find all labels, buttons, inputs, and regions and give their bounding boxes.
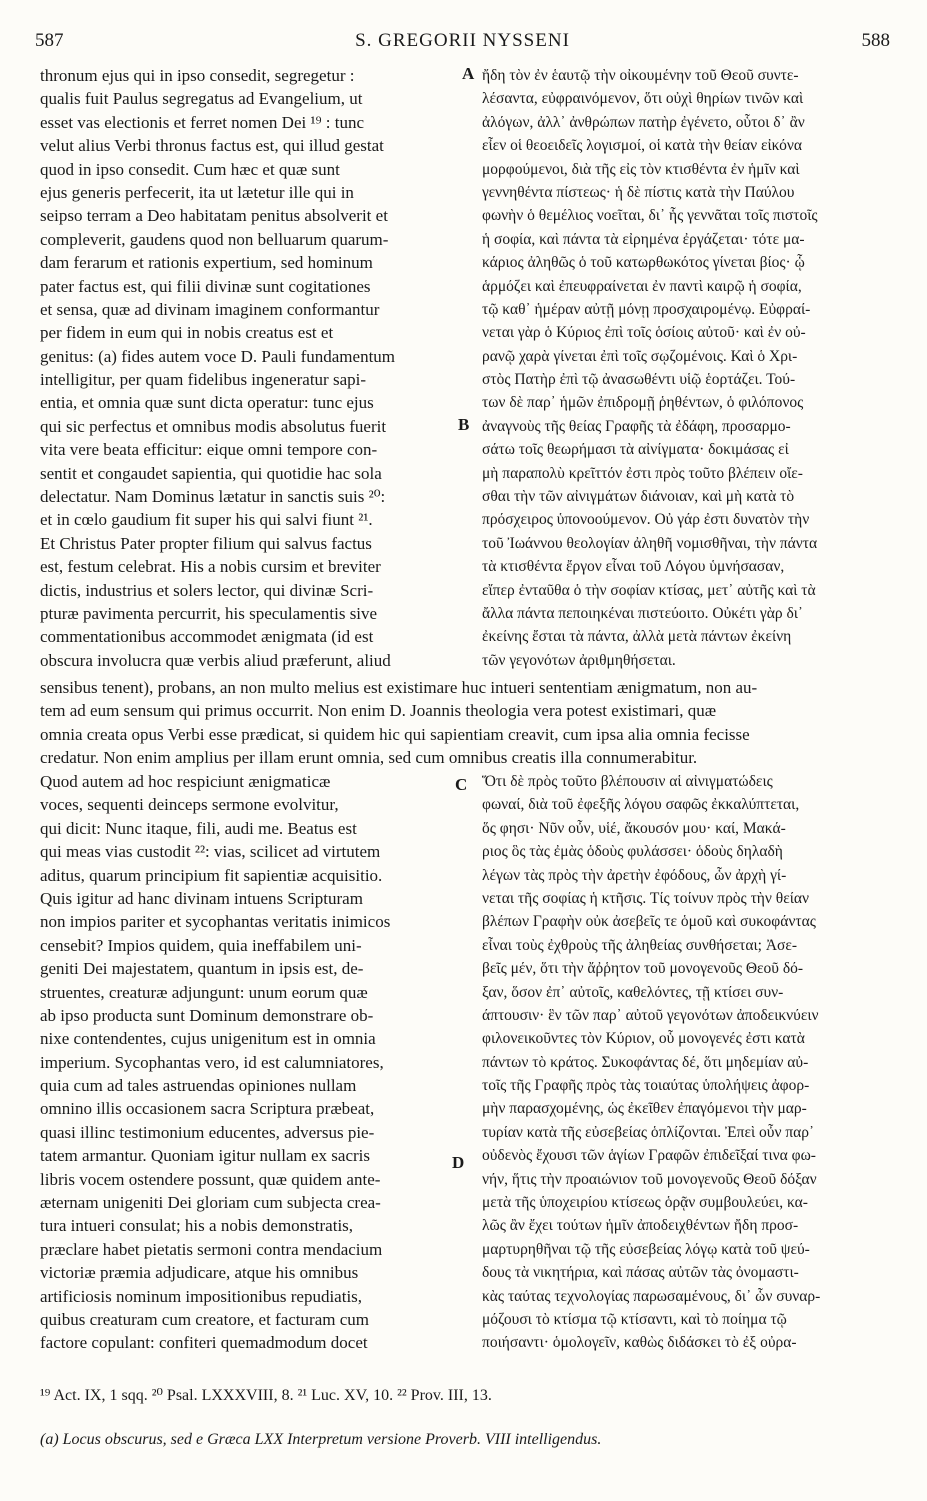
latin-text-line: vita vere beata efficitur: eique omni tempore con- <box>40 440 378 460</box>
latin-text-line: esset vas electionis et ferret nomen Dei ¹⁹ : tunc <box>40 112 364 132</box>
greek-text-line: μὴ παραπολὺ κρεῖττόν ἐστι πρὸς τοῦτο βλέπειν οἴε- <box>482 464 803 482</box>
greek-text-line: ὅς φησι· Νῦν οὖν, υἱέ, ἄκουσόν μου· καί, Μακά- <box>482 819 786 837</box>
greek-text-line: τὰ κτισθέντα ἔργον εἶναι τοῦ Λόγου ὑμνήσασαν, <box>482 558 785 576</box>
greek-text-line: ριος ὃς τὰς ἐμὰς ὁδοὺς φυλάσσει· ὁδοὺς δηλαδὴ <box>482 843 783 861</box>
greek-text-line: ρανῷ χαρὰ γίνεται ἐπὶ τοῖς σῳζομένοις. Καὶ ὁ Χρι- <box>482 347 798 365</box>
latin-text-line: omnino illis occasionem sacra Scriptura præbeat, <box>40 1099 375 1119</box>
greek-text-line: κάριος ἀληθῶς ὁ τοῦ κατωρθωκότος γίνεται βίος· ᾧ <box>482 254 805 272</box>
greek-text-line: σθαι τὴν τῶν αἰνιγμάτων διάνοιαν, καὶ μὴ κατὰ τὸ <box>482 488 795 506</box>
latin-text-line: Quod autem ad hoc respiciunt ænigmaticæ <box>40 772 331 791</box>
greek-text-line: ἀλόγων, ἀλλ᾽ ἀνθρώπων πατὴρ ἐγένετο, οὗτοι δ᾽ ἂν <box>482 113 805 131</box>
latin-text-line: Quis igitur ad hanc divinam intuens Scripturam <box>40 888 363 908</box>
greek-text-line: των δὲ παρ᾽ ἡμῶν ἐπιδρομῇ ῥηθέντων, ὁ φιλόπονος <box>482 394 804 412</box>
latin-text-line: est, festum celebrat. His a nobis cursim et breviter <box>40 557 381 577</box>
section-marker-c: C <box>455 775 468 794</box>
latin-text-line: nixe contendentes, cujus unigenitum est in omnia <box>40 1029 376 1049</box>
latin-text-line: et in cœlo gaudium fit super his qui salvi fiunt ²¹. <box>40 510 373 530</box>
greek-text-line: μόζουσι τὸ κτίσμα τῷ κτίσαντι, καὶ τὸ ποίημα τῷ <box>482 1310 787 1328</box>
latin-text-line: genitus: (a) fides autem voce D. Pauli fundamentum <box>40 346 396 366</box>
latin-text-line: quibus creaturam cum creatore, et facturam cum <box>40 1309 369 1329</box>
latin-column-top <box>40 64 460 672</box>
latin-text-line: qualis fuit Paulus segregatus ad Evangelium, ut <box>40 89 363 109</box>
running-title: S. GREGORII NYSSENI <box>355 30 570 51</box>
greek-text-line: πρόσχειρος ὑπονοούμενον. Οὐ γάρ ἐστι δυνατὸν τὴν <box>482 511 810 529</box>
greek-text-line: ἄλλα πάντα πεποιηκέναι πιστεύοιτο. Οὐκέτι γὰρ δι᾽ <box>482 604 804 622</box>
greek-text-line: πάντων τὸ κράτος. Συκοφάντας δέ, ὅτι μηδεμίαν αὐ- <box>482 1053 809 1071</box>
latin-text-line: dictis, industrius et solers lector, qui divinæ Scri- <box>40 580 374 600</box>
latin-text-line: quasi illinc testimonium educentes, adversus pie- <box>40 1122 375 1142</box>
latin-text-line: qui sic perfectus et omnibus modis absolutus fuerit <box>40 416 387 436</box>
greek-text-line: λέσαντα, εὐφραινόμενον, ὅτι οὐχὶ θηρίων τινῶν καὶ <box>482 90 804 108</box>
greek-text-line: εἶναι τοὺς ἐχθροὺς τῆς ἀληθείας συνθήσεται; Ἀσε- <box>482 936 798 954</box>
greek-text-line: τοῖς τῆς Γραφῆς πρὸς τὰς τοιαύτας ὑπολήψεις ἀφορ- <box>482 1077 810 1095</box>
greek-column-bottom <box>482 770 890 1355</box>
greek-text-line: Ὅτι δὲ πρὸς τοῦτο βλέπουσιν αἱ αἰνιγματώδεις <box>482 773 773 790</box>
latin-text-line: tura intueri consulat; his a nobis demonstratis, <box>40 1216 354 1236</box>
greek-text-line: λέγων τὰς πρὸς τὴν ἀρετὴν ἐφόδους, ὧν ἀρχὴ γί- <box>482 866 787 884</box>
footnote-references: ¹⁹ Act. IX, 1 sqq. ²⁰ Psal. LXXXVIII, 8. ²¹ Luc. XV, 10. ²² Prov. III, 13. <box>40 1387 492 1404</box>
latin-text-line: pater factus est, qui filii divinæ sunt cogitationes <box>40 276 371 296</box>
greek-text-line: φωνὴν ὁ θεμέλιος νοεῖται, δι᾽ ἧς γεννᾶται τοῖς πιστοῖς <box>482 207 818 225</box>
latin-text-line: tem ad eum sensum qui primus occurrit. Non enim D. Joannis theologia vera potest existimari, quæ <box>40 701 717 721</box>
greek-text-line: νεται τῆς σοφίας ἡ κτῆσις. Τίς τοίνυν πρὸς τὴν θείαν <box>482 889 810 907</box>
greek-text-line: εἶεν οἱ θεοειδεῖς λογισμοί, οἱ κατὰ τὴν θείαν εἰκόνα <box>482 137 803 155</box>
greek-text-line: μορφούμενοι, διὰ τῆς εἰς τὸν κτισθέντα ἐν ἡμῖν καὶ <box>482 160 800 178</box>
greek-column-top <box>482 64 890 672</box>
section-marker-b: B <box>458 415 470 434</box>
latin-text-line: ejus generis perfecerit, ita ut lætetur ille qui in <box>40 182 354 202</box>
page-number-right: 588 <box>861 30 890 51</box>
greek-text-line: μὴν παρασχομένης, ὡς ἐκεῖθεν ἐπαγόμενοι τὴν μαρ- <box>482 1100 807 1118</box>
greek-text-line: άπτουσιν· ἓν τῶν παρ᾽ αὐτοῦ γεγονότων ἀποδεικνύειν <box>482 1006 819 1024</box>
greek-text-line: τῶν γεγονότων ἀριθμηθήσεται. <box>482 651 676 669</box>
latin-text-line: Et Christus Pater propter filium qui salvus factus <box>40 533 372 553</box>
latin-text-line: pturæ pavimenta percurrit, his speculamentis sive <box>40 603 378 623</box>
latin-text-line: intelligitur, per quam fidelibus ingeneratur sapi- <box>40 370 367 390</box>
latin-text-line: ab ipso producta sunt Dominum demonstrare ob- <box>40 1005 374 1025</box>
latin-text-line: artificiosis nominum impositionibus repudiatis, <box>40 1286 363 1306</box>
greek-text-line: γεννηθέντα πίστεως· ἡ δὲ πίστις κατὰ τὴν Παύλου <box>482 183 795 201</box>
latin-text-line: et sensa, quæ ad divinam imaginem conformantur <box>40 299 380 319</box>
latin-text-line: obscura involucra quæ verbis aliud præferunt, aliud <box>40 650 391 670</box>
latin-text-line: victoriæ præmia adjudicare, atque his omnibus <box>40 1263 359 1283</box>
latin-text-line: dam ferarum et rationis expertium, sed hominum <box>40 253 373 273</box>
latin-text-line: libris vocem ostendere possunt, quæ quidem ante- <box>40 1169 381 1189</box>
latin-text-line: aditus, quarum principium fit sapientiæ acquisitio. <box>40 865 383 885</box>
latin-column-bottom <box>40 770 452 1355</box>
latin-text-line: velut alius Verbi thronus factus est, qui illud gestat <box>40 136 384 156</box>
latin-text-line: compleverit, gaudens quod non belluarum quarum- <box>40 229 389 249</box>
latin-text-line: præclare habet pietatis sermoni contra mendacium <box>40 1239 383 1259</box>
latin-full-width-paragraph <box>40 676 890 770</box>
latin-text-line: voces, sequenti deinceps sermone evolvitur, <box>40 795 339 815</box>
latin-text-line: entia, et omnia quæ sunt dicta operatur: tunc ejus <box>40 393 374 413</box>
greek-text-line: νήν, ἥτις τὴν προαιώνιον τοῦ μονογενοῦς Θεοῦ δόξαν <box>482 1170 817 1188</box>
latin-text-line: factore copulant: confiteri quemadmodum docet <box>40 1333 368 1353</box>
latin-text-line: qui dicit: Nunc itaque, fili, audi me. Beatus est <box>40 818 357 838</box>
greek-text-line: μετὰ τῆς ὑποχειρίου κτίσεως ὁρᾷν συμβουλεύει, κα- <box>482 1194 808 1212</box>
greek-text-line: σάτω τοῖς θεωρήμασι τὰ αἰνίγματα· δοκιμάσας εἰ <box>482 441 789 459</box>
latin-text-line: geniti Dei majestatem, quantum in ipsis est, de- <box>40 959 364 979</box>
latin-text-line: commentationibus accommodet ænigmata (id est <box>40 627 374 647</box>
latin-text-line: omnia creata opus Verbi esse prædicat, si quidem hic qui sapientiam creavit, cum ipsa alia omnia fecisse <box>40 724 750 744</box>
greek-text-line: στὸς Πατὴρ ἐπὶ τῷ ἀνασωθέντι υἱῷ ἑορτάζει. Τού- <box>482 371 796 389</box>
latin-text-line: non impios pariter et sycophantas veritatis inimicos <box>40 912 391 932</box>
latin-text-line: æternam unigeniti Dei gloriam cum subjecta crea- <box>40 1193 381 1213</box>
latin-text-line: quod in ipso consedit. Cum hæc et quæ sunt <box>40 159 340 179</box>
latin-text-line: quia cum ad tales astruendas opiniones nullam <box>40 1076 357 1096</box>
greek-text-line: οὐδενὸς ἔχουσι τῶν ἁγίων Γραφῶν ἐπιδεῖξαί τινα φω- <box>482 1147 816 1165</box>
greek-text-line: φωναί, διὰ τοῦ ἐφεξῆς λόγου σαφῶς ἐκκαλύπτεται, <box>482 796 800 814</box>
section-marker-a: A <box>462 64 475 83</box>
latin-text-line: qui meas vias custodit ²²: vias, scilicet ad virtutem <box>40 842 381 862</box>
greek-text-line: τῷ καθ᾽ ἡμέραν αὐτῇ μόνῃ προσχαιρομένῳ. Εὐφραί- <box>482 300 811 318</box>
greek-text-line: ποιήσαντι· ὁμολογεῖν, καθὼς διδάσκει τὸ ἐξ οὐρα- <box>482 1334 797 1352</box>
latin-text-line: sentit et congaudet sapientia, qui quotidie hac sola <box>40 463 382 483</box>
greek-text-line: λῶς ἂν ἔχει τούτων ἡμῖν ἀποδειχθέντων ἤδη προσ- <box>482 1217 799 1235</box>
greek-text-line: βεῖς μέν, ὅτι τὴν ἄῤῥητον τοῦ μονογενοῦς Θεοῦ δό- <box>482 960 804 978</box>
greek-text-line: βλέπων Γραφὴν οὐκ ἀσεβεῖς τε ὁμοῦ καὶ συκοφάντας <box>482 913 816 931</box>
page-header <box>35 30 890 60</box>
latin-text-line: struentes, creaturæ adjungunt: unum eorum quæ <box>40 982 368 1002</box>
latin-text-line: tatem armantur. Quoniam igitur nullam ex sacris <box>40 1146 370 1166</box>
greek-text-line: δους τὰ νικητήρια, καὶ πάσας αὐτῶν τὰς ὀνομαστι- <box>482 1264 799 1282</box>
latin-text-line: censebit? Impios quidem, quia ineffabilem uni- <box>40 935 362 955</box>
greek-text-line: φιλονεικοῦντες τὸν Κύριον, οὗ μονογενές ἐστι κατὰ <box>482 1030 805 1048</box>
greek-text-line: τυρίαν κατὰ τῆς εὐσεβείας ὁπλίζονται. Ἐπεὶ οὖν παρ᾽ <box>482 1123 815 1141</box>
greek-text-line: τοῦ Ἰωάννου θεολογίαν ἀληθῆ νομισθῆναι, τὴν πάντα <box>482 534 818 552</box>
latin-text-line: per fidem in eum qui in nobis creatus est et <box>40 323 334 343</box>
greek-text-line: κὰς ταύτας τεχνολογίας παρωσαμένους, δι᾽ ὧν συναρ- <box>482 1287 821 1305</box>
latin-text-line: imperium. Sycophantas vero, id est calumniatores, <box>40 1052 384 1072</box>
latin-text-line: seipso terram a Deo habitatam penitus absolverit et <box>40 206 388 226</box>
latin-text-line: credatur. Non enim amplius per illam erunt omnia, sed cum omnibus creatis illa connumerabitur. <box>40 748 698 768</box>
greek-text-line: ἐκείνης ἔσται τὰ πάντα, ἀλλὰ μετὰ πάντων ἐκείνη <box>482 628 792 646</box>
greek-text-line: ἤδη τὸν ἐν ἑαυτῷ τὴν οἰκουμένην τοῦ Θεοῦ συντε- <box>482 67 799 84</box>
greek-text-line: μαρτυρηθῆναι τῷ τῆς εὐσεβείας λόγῳ κατὰ τοῦ ψεύ- <box>482 1240 810 1258</box>
page-number-left: 587 <box>35 30 64 51</box>
greek-text-line: ἀναγνοὺς τῆς θείας Γραφῆς τὰ ἐδάφη, προσαρμο- <box>482 417 791 435</box>
footnote-a: (a) Locus obscurus, sed e Græca LXX Interpretum versione Proverb. VIII intelligendus. <box>40 1431 602 1448</box>
greek-text-line: ἁρμόζει καὶ ἐπευφραίνεται ἐν παντὶ καιρῷ ἡ σοφία, <box>482 277 802 295</box>
latin-text-line: sensibus tenent), probans, an non multo melius est existimare huc intueri sententiam ænigmatum, non au- <box>40 678 758 697</box>
latin-text-line: delectatur. Nam Dominus lætatur in sanctis suis ²⁰: <box>40 487 386 507</box>
greek-text-line: ἡ σοφία, καὶ πάντα τὰ εἰρημένα ἐργάζεται· τότε μα- <box>482 230 805 248</box>
greek-text-line: ξαν, ὅσον ἐπ᾽ αὐτοῖς, καθελόντες, τῇ κτίσει συν- <box>482 983 784 1001</box>
greek-text-line: εἴπερ ἐνταῦθα ὁ τὴν σοφίαν κτίσας, μετ᾽ αὐτῆς καὶ τὰ <box>482 581 816 599</box>
greek-text-line: νεται γὰρ ὁ Κύριος ἐπὶ τοῖς ὁσίοις αὐτοῦ· καὶ ἐν οὐ- <box>482 324 806 342</box>
latin-text-line: thronum ejus qui in ipso consedit, segregetur : <box>40 66 355 85</box>
section-marker-d: D <box>452 1153 465 1172</box>
